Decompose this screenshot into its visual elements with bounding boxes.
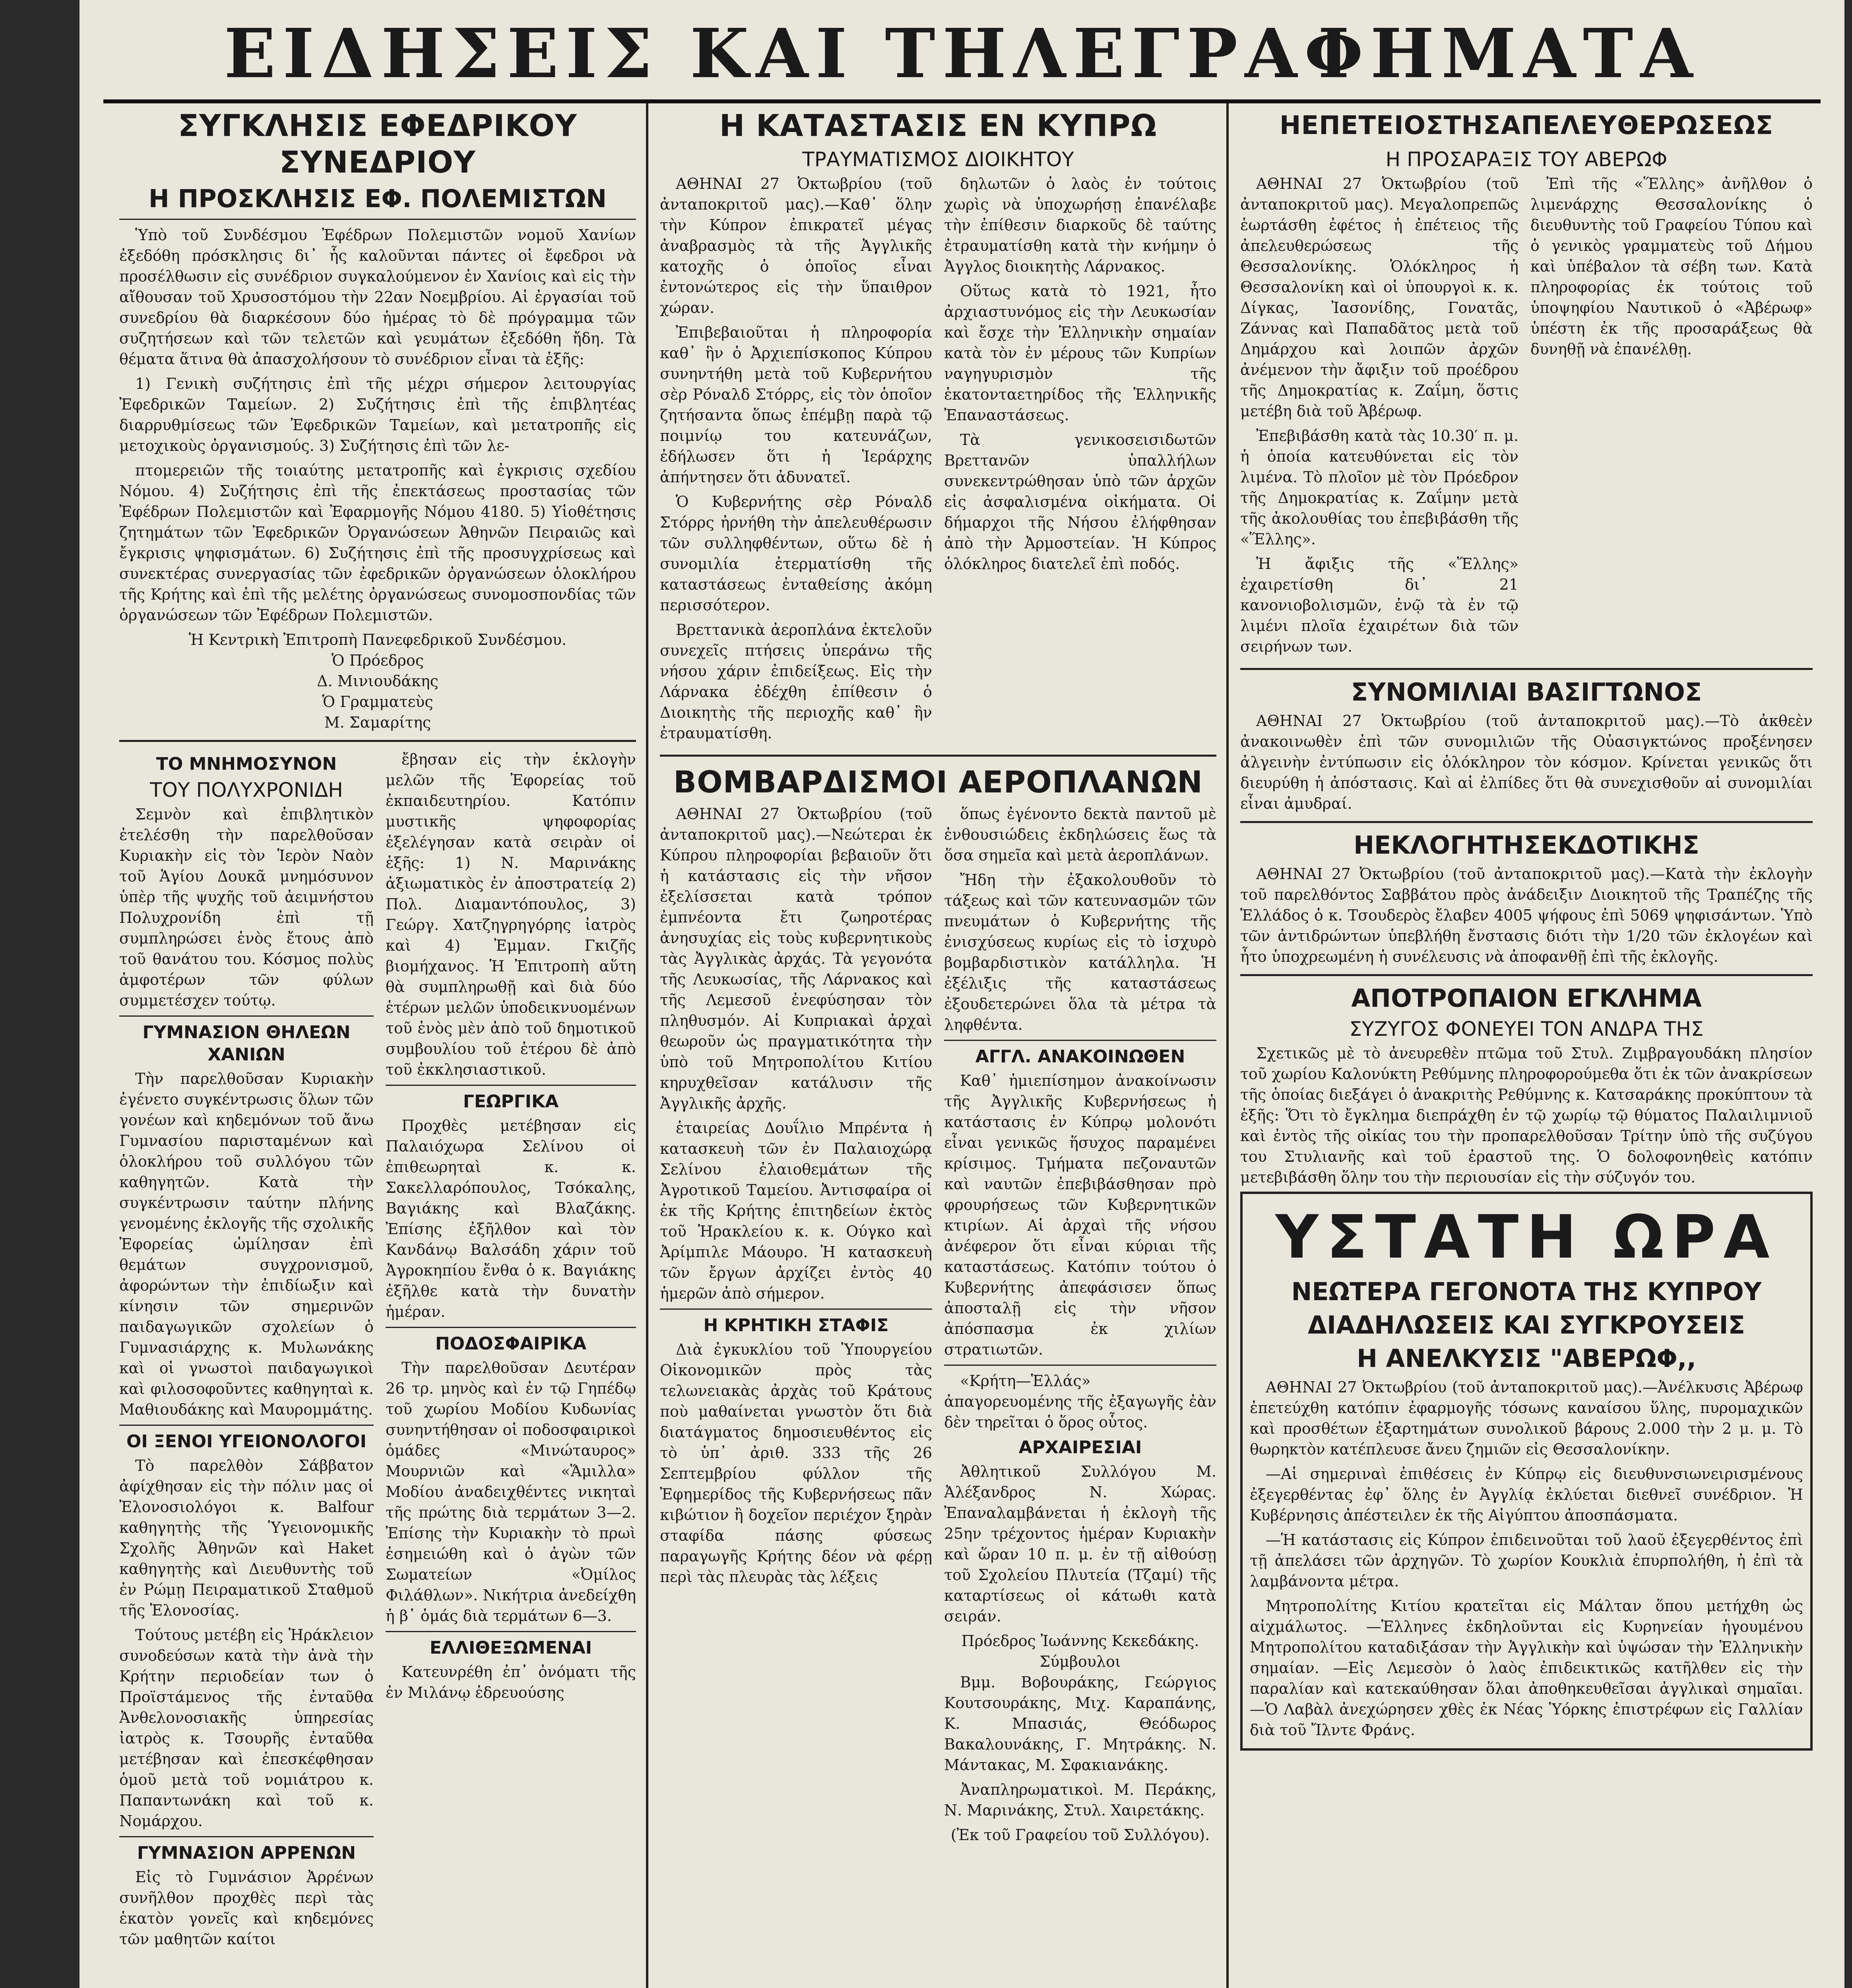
article-paragraph: «Κρήτη—Ἑλλάς» ἀπαγορευομένης τῆς ἐξαγωγῆς ἐὰν δὲν τηρεῖται ὁ ὅρος οὗτος. <box>944 1372 1216 1431</box>
article-paragraph: πτομερειῶν τῆς τοιαύτης μετατροπῆς καὶ ἐγκρισις σχεδίου Νόμου. 4) Συζήτησις ἐπὶ τῆς ἐπεκτάσεως προστασίας τῶν Ἐφέδρων Πολεμιστῶν καὶ Ἐφαρμογῆς Νόμου 4180. 5) Υἱοθέτησις ζητημάτων τῶν Ἐφεδρικῶν Ὀργανώσεων Ἀθηνῶν Πειραιῶς καὶ ἔγκρισις ψηφισμάτων. 6) Συζήτησις ἐπὶ τῆς προσυγχρίσεως καὶ συνεκτέρας συνεργασίας τῶν ἐφεδρικῶν ὀργανώσεων ὁλοκλήρου τῆς Κρήτης καὶ ἐπὶ τῆς μελέτης ὀργανώσεως συνομοσπονδίας τῶν ὀργανώσεων τῶν Ἐφέδρων Πολεμιστῶν. <box>119 462 636 624</box>
signature: Ἡ Κεντρικὴ Ἐπιτροπὴ Πανεφεδρικοῦ Συνδέσμου. <box>188 631 567 648</box>
subcolumn-b <box>1530 173 1813 661</box>
divider <box>119 1015 374 1017</box>
subhead-memorial: ΤΟΥ ΠΟΛΥΧΡΟΝΙΔΗ <box>150 779 343 802</box>
subhead-averof-grounding: Η ΠΡΟΣΑΡΑΞΙΣ ΤΟΥ ΑΒΕΡΩΦ <box>1385 148 1668 171</box>
divider <box>119 1425 374 1426</box>
subcolumn-b <box>944 804 1216 1845</box>
headline-football: ΠΟΔΟΣΦΑΙΡΙΚΑ <box>435 1334 587 1354</box>
headline-agriculture: ΓΕΩΡΓΙΚΑ <box>463 1091 559 1112</box>
masthead-title: ΕΙΔΗΣΕΙΣ ΚΑΙ ΤΗΛΕΓΡΑΦΗΜΑΤΑ <box>103 8 1821 103</box>
article-paragraph: Τὴν παρελθοῦσαν Δευτέραν 26 τρ. μηνὸς καὶ ἐν τῷ Γηπέδῳ τοῦ χωρίου Μοδίου Κυδωνίας συνηντήθησαν οἱ ποδοσφαιρικοὶ ὁμάδες «Μινώταυρος» Μουρνιῶν καὶ «Ἅμιλλα» Μοδίου ἀναδειχθέντες νικηταὶ τῆς πρώτης διὰ τερμάτων 3—2. Ἐπίσης τὴν Κυριακὴν τὸ πρωὶ ἐσημειώθη καὶ ὁ ἀγὼν τῶν Σωματείων «Ὀμίλος Φιλάθλων». Νικήτρια ἀνεδείχθη ἡ β᾽ ὁμάς διὰ τερμάτων 6—3. <box>386 1359 636 1625</box>
article-paragraph: Ἡ ἄφιξις τῆς «Ἕλλης» ἐχαιρετίσθη δι᾽ 21 κανονιοβολισμῶν, ἐνῷ τὰ ἐν τῷ λιμένι πλοῖα ἐχαιρέτων διὰ τῶν σειρήνων των. <box>1240 555 1518 655</box>
divider <box>386 1631 636 1632</box>
headline-girls-school: ΓΥΜΝΑΣΙΟΝ ΘΗΛΕΩΝ ΧΑΝΙΩΝ <box>142 1022 351 1065</box>
article-paragraph: —Ἡ κατάστασις εἰς Κύπρον ἐπιδεινοῦται τοῦ λαοῦ ἐξεγερθέντος ἐπὶ τῇ ἀπελάσει τῶν ἀρχηγῶν. Τὸ χωρίον Κουκλιὰ ἐπυρπολήθη, ἡ ἐπὶ τὰ λαμβάνοντα μέτρα. <box>1250 1531 1803 1590</box>
article-paragraph: δηλωτῶν ὁ λαὸς ἐν τούτοις χωρὶς νὰ ὑποχωρήσῃ ἐπανέλαβε τὴν ἐπίθεσιν διαρκοῦς δὲ ταύτης ἐτραυματίσθη κατὰ τὴν κνήμην ὁ Ἀγγλος διοικητὴς Λάρνακος. <box>944 175 1216 275</box>
column-divider <box>646 103 648 1988</box>
signature: (Ἐκ τοῦ Γραφείου τοῦ Συλλόγου). <box>950 1826 1210 1844</box>
article-paragraph: ΑΘΗΝΑΙ 27 Ὀκτωβρίου (τοῦ ἀνταποκριτοῦ μας).—Κατὰ τὴν ἐκλογὴν τοῦ παρελθόντος Σαββάτου πρὸς ἀνάδειξιν Διοικητοῦ τῆς Τραπέζης τῆς Ἑλλάδος ὁ κ. Τσουδερὸς ἔλαβεν 4005 ψήφους ἐπὶ 5069 ψηφισάντων. Ὑπὸ τῶν ἀντιδρώντων ὑπεβλήθη ἔνστασις διότι τὴν 1/20 τῶν ἐκλογέων καὶ ἦτο ὑποχρεωμένη ἡ συνέλευσις νὰ ἀποφανθῇ ἐπὶ τῆς ἐκλογῆς. <box>1240 865 1813 965</box>
two-subcolumns <box>660 804 1216 1845</box>
article-paragraph: Τὸ παρελθὸν Σάββατον ἀφίχθησαν εἰς τὴν πόλιν μας οἱ Ἐλονοσιολόγοι κ. Balfour καθηγητὴς τῆς Ὑγειονομικῆς Σχολῆς Ἀθηνῶν καὶ Haket καθηγητὴς καὶ Διευθυντὴς τοῦ ἐν Ρώμῃ Πειραματικοῦ Σταθμοῦ τῆς Ἐλονοσίας. <box>119 1457 374 1619</box>
article-paragraph: Βρεττανικὰ ἀεροπλάνα ἐκτελοῦν συνεχεῖς πτήσεις ὑπεράνω τῆς νήσου χάριν ἐπιδείξεως. Εἰς τὴν Λάρνακα ἐδέχθη ἐπίθεσιν ὁ Διοικητὴς τῆς περιοχῆς καθ᾽ ἣν ἐτραυματίσθη. <box>660 621 932 742</box>
signature: Πρόεδρος Ἰωάννης Κεκεδάκης. <box>961 1632 1199 1650</box>
subcolumn-a <box>1240 173 1518 661</box>
last-hour-box <box>1240 1192 1813 1751</box>
article-paragraph: —Αἱ σημεριναὶ ἐπιθέσεις ἐν Κύπρῳ εἰς διευθυνσιωνειρισμένους ἐξεγερθέντας ἐφ᾽ ὅλης ἐν Ἀγγλίᾳ ἐκλύεται διεθνεῖ συνέδριον. Ἡ Κυβέρνησις ἀπέστειλεν ἐκ τῆς Αἰγύπτου ἀποσπάσματα. <box>1250 1465 1803 1524</box>
newspaper-page <box>80 0 1844 1988</box>
signature: Δ. Μινιουδάκης <box>317 672 438 690</box>
two-subcolumns <box>119 749 636 1953</box>
headline-last-hour: ΥΣΤΑΤΗ ΩΡΑ <box>1275 1203 1778 1272</box>
article-paragraph: Ἐπεβιβάσθη κατὰ τὰς 10.30′ π. μ. ἡ ὁποία κατευθύνεται εἰς τὸν λιμένα. Τὸ πλοῖον μὲ τὸν Πρόεδρον τῆς Δημοκρατίας κ. Ζαΐμην μετὰ τῆς ἀκολουθίας του ἐπεβιβάσθη τῆς «Ἕλλης». <box>1240 427 1518 548</box>
headline-congress: ΣΥΓΚΛΗΣΙΣ ΕΦΕΔΡΙΚΟΥ ΣΥΝΕΔΡΙΟΥ <box>178 108 578 180</box>
divider <box>1240 974 1813 976</box>
article-paragraph: ΑΘΗΝΑΙ 27 Ὀκτωβρίου (τοῦ ἀνταποκριτοῦ μας).—Ἀνέλκυσις Ἀβέρωφ ἐπετεύχθη κατόπιν ἐφαρμογῆς τόσωνς καναίσου ὕλης, πυρομαχικῶν καὶ προσθέτων ἐξαρτημάτων συνολικοῦ βάρους 2.000 τὴν 2 μ. μ. Τὸ θωρηκτὸν κατέπλευσε ἄνευ ζημιῶν εἰς Θεσσαλονίκην. <box>1250 1378 1803 1458</box>
column-left <box>119 103 636 1988</box>
article-paragraph: Οὕτως κατὰ τὸ 1921, ἦτο ἀρχιαστυνόμος εἰς τὴν Λευκωσίαν καὶ ἔσχε τὴν Ἑλληνικὴν σημαίαν κατὰ τὸν ἐν μέρους τῶν Κυπρίων ναγηγυρισμὸν τῆς ἑκατονταετηρίδος τῆς Ἑλληνικῆς Ἐπαναστάσεως. <box>944 282 1216 424</box>
divider <box>1240 668 1813 670</box>
article-paragraph: Ἐπὶ τῆς «Ἕλλης» ἀνῆλθον ὁ λιμενάρχης Θεσσαλονίκης ὁ διευθυντὴς τοῦ Γραφείου Τύπου καὶ ὁ γενικὸς γραμματεὺς τοῦ Δήμου καὶ ὑπέβαλον τὰ σέβη των. Κατὰ πληροφορίας ἐκ τούτοις τοῦ ὑποψηφίου Ναυτικοῦ ὁ «Ἀβέρωφ» ὑπέστη ἐκ τῆς προσαράξεως θὰ δυνηθῇ νὰ ἐπανέλθῃ. <box>1530 175 1813 358</box>
headline-english-announcement: ΑΓΓΛ. ΑΝΑΚΟΙΝΩΘΕΝ <box>975 1046 1185 1067</box>
divider <box>660 755 1216 757</box>
subhead-governor-wounded: ΤΡΑΥΜΑΤΙΣΜΟΣ ΔΙΟΙΚΗΤΟΥ <box>802 148 1074 171</box>
headline-crime: ΑΠΟΤΡΟΠΑΙΟΝ ΕΓΚΛΗΜΑ <box>1351 984 1702 1013</box>
article-paragraph: Τὴν παρελθοῦσαν Κυριακὴν ἐγένετο συγκέντρωσις ὅλων τῶν γονέων καὶ κηδεμόνων τοῦ ἄνω Γυμνασίου παρισταμένων καὶ ὁλοκλήρου τοῦ συλλόγου τῶν καθηγητῶν. Κατὰ τὴν συγκέντρωσιν ταύτην πλήνης γενομένης ἐκλογῆς τῆς σχολικῆς Ἐφορείας ὡμίλησαν ἐπὶ θεμάτων συγχρονισμοῦ, ἀφορώντων τὴν ἐπιδίωξιν καὶ κίνησιν τῶν σημερινῶν παιδαγωγικῶν σχολείων ὁ Γυμνασιάρχης κ. Μυλωνάκης καὶ οἱ γνωστοὶ παιδαγωγικοὶ καὶ φιλοσοφοῦντες καθηγηταὶ κ. Μαθιουδάκης καὶ Μαυρομμάτης. <box>119 1070 374 1418</box>
subhead-averof-refloat: Η ΑΝΕΛΚΥΣΙΣ "ΑΒΕΡΩΦ,, <box>1357 1344 1696 1373</box>
divider <box>386 1085 636 1086</box>
headline-foreign-hygienists: ΟΙ ΞΕΝΟΙ ΥΓΕΙΟΝΟΛΟΓΟΙ <box>126 1431 367 1452</box>
article-paragraph: Ἤδη τὴν ἐξακολουθοῦν τὸ τάξεως καὶ τῶν κατευνασμῶν τῶν πνευμάτων ὁ Κυβερνήτης τῆς ἐνισχύσεως κυρίως εἰς τὸ ἰσχυρὸ βομβαρδιστικὸν κατάλληλα. Ἡ ἐξέλιξις τῆς καταστάσεως ἐξουδετερώνει ὅλα τὰ μέτρα τὰ ληφθέντα. <box>944 871 1216 1033</box>
article-paragraph: ΑΘΗΝΑΙ 27 Ὀκτωβρίου (τοῦ ἀνταποκριτοῦ μας).—Καθ᾽ ὅλην τὴν Κύπρον ἐπικρατεῖ μέγας ἀναβρασμὸς τὰ τῆς Ἀγγλικῆς κατοχῆς ὁ ὁποῖος εἶναι ἐντονώτερος εἰς τὴν ὕπαιθρον χώραν. <box>660 175 932 316</box>
subhead-crime: ΣΥΖΥΓΟΣ ΦΟΝΕΥΕΙ ΤΟΝ ΑΝΔΡΑ ΤΗΣ <box>1349 1017 1704 1041</box>
two-subcolumns <box>1240 173 1813 661</box>
headline-anniversary: ΗΕΠΕΤΕΙΟΣΤΗΣΑΠΕΛΕΥΘΕΡΩΣΕΩΣ <box>1279 111 1774 140</box>
article-paragraph: ΑΘΗΝΑΙ 27 Ὀκτωβρίου (τοῦ ἀνταποκριτοῦ μας). Μεγαλοπρεπῶς ἑωρτάσθη ἐφέτος ἡ ἐπέτειος τῆς ἀπελευθερώσεως τῆς Θεσσαλονίκης. Ὁλόκληρος ἡ Θεσσαλονίκη καὶ οἱ ὑπουργοὶ κ. κ. Δίγκας, Ἰασονίδης, Γονατᾶς, Ζάννας καὶ Παπαδᾶτος μετὰ τοῦ Δημάρχου καὶ λοιπῶν ἀρχῶν ἀνέμενον τὴν ἄφιξιν τοῦ προέδρου τῆς Δημοκρατίας κ. Ζαΐμη, ὅστις μετέβη διὰ τοῦ Ἀβέρωφ. <box>1240 175 1518 420</box>
article-paragraph: Βμμ. Βοβουράκης, Γεώργιος Κουτσουράκης, Μιχ. Καραπάνης, Κ. Μπασιάς, Θεόδωρος Βακαλουνάκης, Γ. Μητράκης. Ν. Μάντακας, Μ. Σφακιανάκης. <box>944 1673 1216 1774</box>
divider <box>944 1040 1216 1041</box>
divider <box>386 1327 636 1328</box>
subcolumn-a <box>660 804 932 1845</box>
subcolumn-a <box>119 749 374 1953</box>
headline-bank-election: ΗΕΚΛΟΓΗΤΗΣΕΚΔΟΤΙΚΗΣ <box>1354 831 1699 860</box>
article-paragraph: Τὰ γενικοσεισιδωτῶν Βρεττανῶν ὑπαλλήλων συνεκεντρώθησαν ὑπὸ τῶν ἀρχῶν εἰς ἀσφαλισμένα οἰκήματα. Οἱ δήμαρχοι τῆς Νήσου ἐλήφθησαν ἀπὸ τὴν Ἀρμοστείαν. Ἡ Κύπρος ὁλόκληρος διατελεῖ ἐπὶ ποδός. <box>944 431 1216 573</box>
article-paragraph: Κατευνρέθη ἐπ᾽ ὀνόματι τῆς ἐν Μιλάνῳ ἑδρευούσης <box>386 1663 636 1701</box>
headline-boys-school: ΓΥΜΝΑΣΙΟΝ ΑΡΡΕΝΩΝ <box>137 1843 356 1863</box>
headline-cretan-raisin: Η ΚΡΗΤΙΚΗ ΣΤΑΦΙΣ <box>703 1315 889 1336</box>
article-paragraph: Μητροπολίτης Κιτίου κρατεῖται εἰς Μάλταν ὅπου μετήχθη ὡς αἰχμάλωτος. —Ἑλληνες ἐκδηλοῦνται εἰς Κυρηνείαν ἡγουμένου Μητροπολίτου καταδιξάσαν τὴν Ἀγγλικὴν καὶ ὑψώσαν τὴν Ἑλληνικὴν σημαίαν. —Εἰς Λεμεσὸν ὁ λαὸς ἐπιδεικτικῶς κατῆλθεν εἰς τὴν παραλίαν καὶ κατεκαύθησαν ὅλαι ἀποθηκευθεῖσαι ἀγγλικαὶ σημαῖαι. —Ὁ Λαβὰλ ἀνεχώρησεν χθὲς ἐκ Νέας Ὑόρκης ἐπιστρέφων εἰς Γαλλίαν διὰ τοῦ Ἴλντε Φράνς. <box>1250 1597 1803 1739</box>
signature: Μ. Σαμαρίτης <box>324 714 431 731</box>
article-paragraph: ἔβησαν εἰς τὴν ἐκλογὴν μελῶν τῆς Ἐφορείας τοῦ ἐκπαιδευτηρίου. Κατόπιν μυστικῆς ψηφοφορίας ἐξελέγησαν κατὰ σειρὰν οἱ ἑξῆς: 1) Ν. Μαρινάκης ἀξιωματικὸς ἐν ἀποστρατείᾳ 2) Πολ. Διαμαντόπουλος, 3) Γεώργ. Χατζηγρηγόρης ἰατρὸς καὶ 4) Ἐμμαν. Γκιζῆς βιομήχανος. Ἡ Ἐπιτροπὴ αὕτη θὰ συμπληρωθῇ καὶ διὰ δύο ἑτέρων μελῶν ὑποδεικνυομένων τοῦ ἑνὸς μὲν ἀπὸ τοῦ δημοτικοῦ συμβουλίου τοῦ ἑτέρου δὲ ἀπὸ τοῦ ἐκκλησιαστικοῦ. <box>386 751 636 1078</box>
subcolumn-a <box>660 173 932 747</box>
article-paragraph: Ὁ Κυβερνήτης σὲρ Ρόναλδ Στόρρς ἠρνήθη τὴν ἀπελευθέρωσιν τῶν συλληφθέντων, οὕτω δὲ ἡ συνομιλία ἐτερματίσθη τῆς καταστάσεως ἐνταθείσης ἀκόμη περισσότερον. <box>660 493 932 614</box>
divider <box>119 740 636 742</box>
article-paragraph: ΑΘΗΝΑΙ 27 Ὀκτωβρίου (τοῦ ἀνταποκριτοῦ μας).—Τὸ ἀκθεὲν ἀνακοινωθὲν ἐπὶ τῶν συνομιλιῶν τῆς Οὐασιγκτώνος προξένησεν ἀλγεινὴν ἐντύπωσιν εἰς ὁλόκληρον τὸν κόσμον. Κρίνεται γενικῶς ὅτι διευρύθη ἡ ἀπόστασις. Καὶ αἱ ἐλπίδες ὅτι θὰ συνεχισθοῦν αἱ συνομιλίαι εἶναι ἀμυδραί. <box>1240 712 1813 812</box>
column-middle <box>660 103 1216 1988</box>
article-paragraph: Ἀναπληρωματικοὶ. Μ. Περάκης, Ν. Μαρινάκης, Στυλ. Χαιρετάκης. <box>944 1781 1216 1819</box>
column-divider <box>1226 103 1229 1988</box>
article-paragraph: Καθ᾽ ἡμιεπίσημον ἀνακοίνωσιν τῆς Ἀγγλικῆς Κυβερνήσεως ἡ κατάστασις ἐν Κύπρῳ μολονότι εἶναι γενικῶς ἥσυχος παραμένει κρίσιμος. Τμήματα πεζοναυτῶν καὶ ναυτῶν ἐπεβιβάσθησαν πρὸ φρουρήσεως τῶν Κυβερνητικῶν κτιρίων. Αἱ ἀρχαὶ τῆς νήσου ἀνέφερον ὅτι εἶναι κύριαι τῆς καταστάσεως. Κατόπιν τούτου ὁ Κυβερνήτης ἀπεφάσισεν ὅπως ἀποσταλῇ εἰς τὴν νῆσον ἀπόσπασμα ἐκ χιλίων στρατιωτῶν. <box>944 1072 1216 1358</box>
article-paragraph: ὅπως ἐγένοντο δεκτὰ παντοῦ μὲ ἐνθουσιώδεις ἐκδηλώσεις ἕως τὰ ὅσα σημεῖα καὶ μετὰ ἀεροπλάνων. <box>944 805 1216 864</box>
subcolumn-b <box>386 749 636 1953</box>
article-paragraph: Σεμνὸν καὶ ἐπιβλητικὸν ἐτελέσθη τὴν παρελθοῦσαν Κυριακὴν εἰς τὸν Ἱερὸν Ναὸν τοῦ Ἁγίου Δουκᾶ μνημόσυνον ὑπὲρ τῆς ψυχῆς τοῦ ἀειμνήστου Πολυχρονίδη ἐπὶ τῇ συμπληρώσει ἑνὸς ἔτους ἀπὸ τοῦ θανάτου του. Κόσμος πολὺς ἀμφοτέρων τῶν φύλων συμμετέσχεν τούτῳ. <box>119 806 374 1009</box>
article-paragraph: Εἰς τὸ Γυμνάσιον Ἀρρένων συνῆλθον προχθὲς περὶ τὰς ἑκατὸν γονεῖς καὶ κηδεμόνες τῶν μαθητῶν καίτοι <box>119 1868 374 1948</box>
divider <box>944 1365 1216 1366</box>
two-subcolumns <box>660 173 1216 747</box>
headline-memorial: ΤΟ ΜΝΗΜΟΣΥΝΟΝ <box>156 754 337 774</box>
article-paragraph: ΑΘΗΝΑΙ 27 Ὀκτωβρίου (τοῦ ἀνταποκριτοῦ μας).—Νεώτεραι ἐκ Κύπρου πληροφορίαι βεβαιοῦν ὅτι ἡ κατάστασις εἰς τὴν νῆσον ἐξελίσσεται κατὰ τρόπον ἐμπνέοντα ἔτι ζωηροτέρας ἀνησυχίας εἰς τοὺς κυβερνητικοὺς τὰς Ἀγγλικὰς ἀρχάς. Τὰ γεγονότα τῆς Λευκωσίας, τῆς Λάρνακος καὶ τῆς Λεμεσοῦ ἐνεφύσησαν τὸν πληθυσμόν. Αἱ Κυπριακαὶ ἀρχαὶ θεωροῦν ὡς πραγματικότητα τὴν ὑπὸ τοῦ Μητροπολίτου Κιτίου κηρυχθεῖσαν κατάλυσιν τῆς Ἀγγλικῆς ἀρχῆς. <box>660 805 932 1112</box>
article-paragraph: Σχετικῶς μὲ τὸ ἀνευρεθὲν πτῶμα τοῦ Στυλ. Ζιμβραγουδάκη πλησίον τοῦ χωρίου Καλονύκτη Ρεθύμνης πληροφορούμεθα ὅτι ἐκ τῶν ἀνακρίσεων τῆς ὁποίας διεξάγει ὁ ἀνακριτὴς Ρεθύμνης κ. Κατσαράκης προκύπτουν τὰ ἑξῆς: Ὅτι τὸ ἔγκλημα διεπράχθη ἐν τῷ χωρίῳ τῷ θύματος Παλαιλιμνιοῦ καὶ ἐντὸς τῆς οἰκίας του τὴν προπαρελθοῦσαν Τρίτην ὑπὸ τῆς συζύγου του Στυλιανῆς καὶ τοῦ ἐραστοῦ της. Ὁ δολοφονηθεὶς κατόπιν μετεβιβάσθη ὅλην του τὴν περιουσίαν εἰς τὴν σύζυγόν του. <box>1240 1044 1813 1186</box>
headline-bombings: ΒΟΜΒΑΡΔΙΣΜΟΙ ΑΕΡΟΠΛΑΝΩΝ <box>673 764 1203 800</box>
article-paragraph: 1) Γενικὴ συζήτησις ἐπὶ τῆς μέχρι σήμερον λειτουργίας Ἐφεδρικῶν Ταμείων. 2) Συζήτησις ἐπὶ τῆς ἐπιβλητέας διαρρυθμίσεως τῶν Ἐφεδρικῶν Ταμείων, καὶ μετατροπῆς εἰς μετοχικοὺς ὀργανισμούς. 3) Συζήτησις ἐπὶ τῶν λε- <box>119 375 636 454</box>
column-right <box>1240 103 1813 1988</box>
article-paragraph: Ἐπιβεβαιοῦται ἡ πληροφορία καθ᾽ ἣν ὁ Ἀρχιεπίσκοπος Κύπρου συνηντήθη μετὰ τοῦ Κυβερνήτου σὲρ Ρόναλδ Στόρρς, εἰς τὸν ὁποῖον ζητήσαντα ὅπως ἐπέμβῃ παρὰ τῷ ποιμνίῳ του κατευνάζων, ἐδήλωσεν ὅτι ἡ Ἱεράρχης ἀπήντησεν ὅτι ἀδυνατεῖ. <box>660 324 932 486</box>
divider <box>660 1309 932 1310</box>
headline-olive: ΕΛΛΙΘΕΞΩΜΕΝΑΙ <box>429 1638 592 1658</box>
subhead-cyprus-news: ΝΕΩΤΕΡΑ ΓΕΓΟΝΟΤΑ ΤΗΣ ΚΥΠΡΟΥ <box>1291 1277 1762 1306</box>
divider <box>119 1836 374 1837</box>
divider <box>1240 821 1813 823</box>
article-paragraph: Διὰ ἐγκυκλίου τοῦ Ὑπουργείου Οἰκονομικῶν πρὸς τὰς τελωνειακὰς ἀρχὰς τοῦ Κράτους ποὺ μαθαίνεται γνωστὸν ὅτι διὰ διατάγματος δημοσιευθέντος εἰς τὸ ὑπ᾽ ἀριθ. 333 τῆς 26 Σεπτεμβρίου φύλλον τῆς Ἐφημερίδος τῆς Κυβερνήσεως πᾶν κιβώτιον ἢ δοχεῖον περιέχον ξηρὰν σταφίδα πάσης φύσεως παραγωγῆς Κρήτης δέον νὰ φέρῃ περὶ τὰς πλευρὰς τὰς λέξεις <box>660 1341 932 1586</box>
divider <box>119 219 636 220</box>
subhead-demonstrations: ΔΙΑΔΗΛΩΣΕΙΣ ΚΑΙ ΣΥΓΚΡΟΥΣΕΙΣ <box>1308 1310 1745 1340</box>
article-paragraph: ἑταιρείας Δουΐλιο Μπρέντα ἡ κατασκευὴ τῶν ἐν Παλαιοχώρᾳ Σελίνου ἐλαιοθεμάτων τῆς Ἀγροτικοῦ Ταμείου. Ἀντισφαίρα οἱ ἐκ τῆς Κρήτης ἐπιτηδείων ἐκτὸς τοῦ Ἡρακλείου κ. κ. Ούγκο καὶ Ἀρίμπιλε Μάουρο. Ἡ κατασκευὴ τῶν ἔργων ἀρχίζει ἐντὸς 40 ἡμερῶν ἀπὸ σήμερον. <box>660 1119 932 1302</box>
article-paragraph: Ἀθλητικοῦ Συλλόγου Μ. Ἀλέξανδρος Ν. Χώρας. Ἐπαναλαμβάνεται ἡ ἐκλογὴ τῆς 25ην τρέχοντος ἡμέραν Κυριακὴν καὶ ὥραν 10 π. μ. ἐν τῇ αἰθούσῃ τοῦ Σχολείου Πλυτεία (Τζαμί) τῆς καταρτίσεως οἱ κάτωθι κατὰ σειράν. <box>944 1463 1216 1625</box>
headline-elections: ΑΡΧΑΙΡΕΣΙΑΙ <box>1018 1437 1142 1458</box>
subcolumn-b <box>944 173 1216 747</box>
article-paragraph: Προχθὲς μετέβησαν εἰς Παλαιόχωρα Σελίνου οἱ ἐπιθεωρηταὶ κ. κ. Σακελλαρόπουλος, Τσόκαλης, Βαγιάκης καὶ Βλαζάκης. Ἐπίσης ἐξῆλθον καὶ τὸν Κανδάνῳ Βαλσάδη χάριν τοῦ Ἀγροκηπίου ἔνθα ὁ κ. Βαγιάκης ἐξῆλθε κατὰ τὴν δυνατὴν ἡμέραν. <box>386 1117 636 1320</box>
signature: Ὁ Πρόεδρος <box>331 652 424 669</box>
headline-cyprus: Η ΚΑΤΑΣΤΑΣΙΣ ΕΝ ΚΥΠΡΩ <box>719 108 1157 143</box>
article-paragraph: Τούτους μετέβη εἰς Ἡράκλειον συνοδεύσων κατὰ τὴν ἀνὰ τὴν Κρήτην περιοδείαν των ὁ Προϊστάμενος τῆς ἐνταῦθα Ἀνθελονοσιακῆς ὑπηρεσίας ἰατρὸς κ. Τσουρῆς ἐνταῦθα μετέβησαν καὶ ἐπεσκέφθησαν ὁμοῦ μετὰ τοῦ νομιάτρου κ. Παπαντωνάκη καὶ τοῦ κ. Νομάρχου. <box>119 1626 374 1830</box>
signature: Σύμβουλοι <box>1039 1653 1121 1670</box>
subhead-invitation: Η ΠΡΟΣΚΛΗΣΙΣ ΕΦ. ΠΟΛΕΜΙΣΤΩΝ <box>148 184 607 213</box>
signature: Ὁ Γραμματεὺς <box>322 693 433 711</box>
article-paragraph: Ὑπὸ τοῦ Συνδέσμου Ἐφέδρων Πολεμιστῶν νομοῦ Χανίων ἐξεδόθη πρόσκλησις δι᾽ ἧς καλοῦνται πάντες οἱ ἔφεδροι νὰ προσέλθωσιν εἰς συνέδριον συγκαλούμενον ἐν Χανίοις καὶ εἰς τὴν αἴθουσαν τοῦ Χρυσοστόμου τὴν 22αν Νοεμβρίου. Αἱ ἐργασίαι τοῦ συνεδρίου θὰ διαρκέσουν δύο ἡμέρας τὸ δὲ πρόγραμμα τῶν συζητήσεων καὶ τῶν τελετῶν καὶ γευμάτων ἐξεδόθη ἤδη. Τὰ θέματα ἅτινα θὰ ἀπασχολήσουν τὸ συνέδριον εἶναι τὰ ἑξῆς: <box>119 226 636 368</box>
headline-washington-talks: ΣΥΝΟΜΙΛΙΑΙ ΒΑΣΙΓΤΩΝΟΣ <box>1351 678 1702 707</box>
